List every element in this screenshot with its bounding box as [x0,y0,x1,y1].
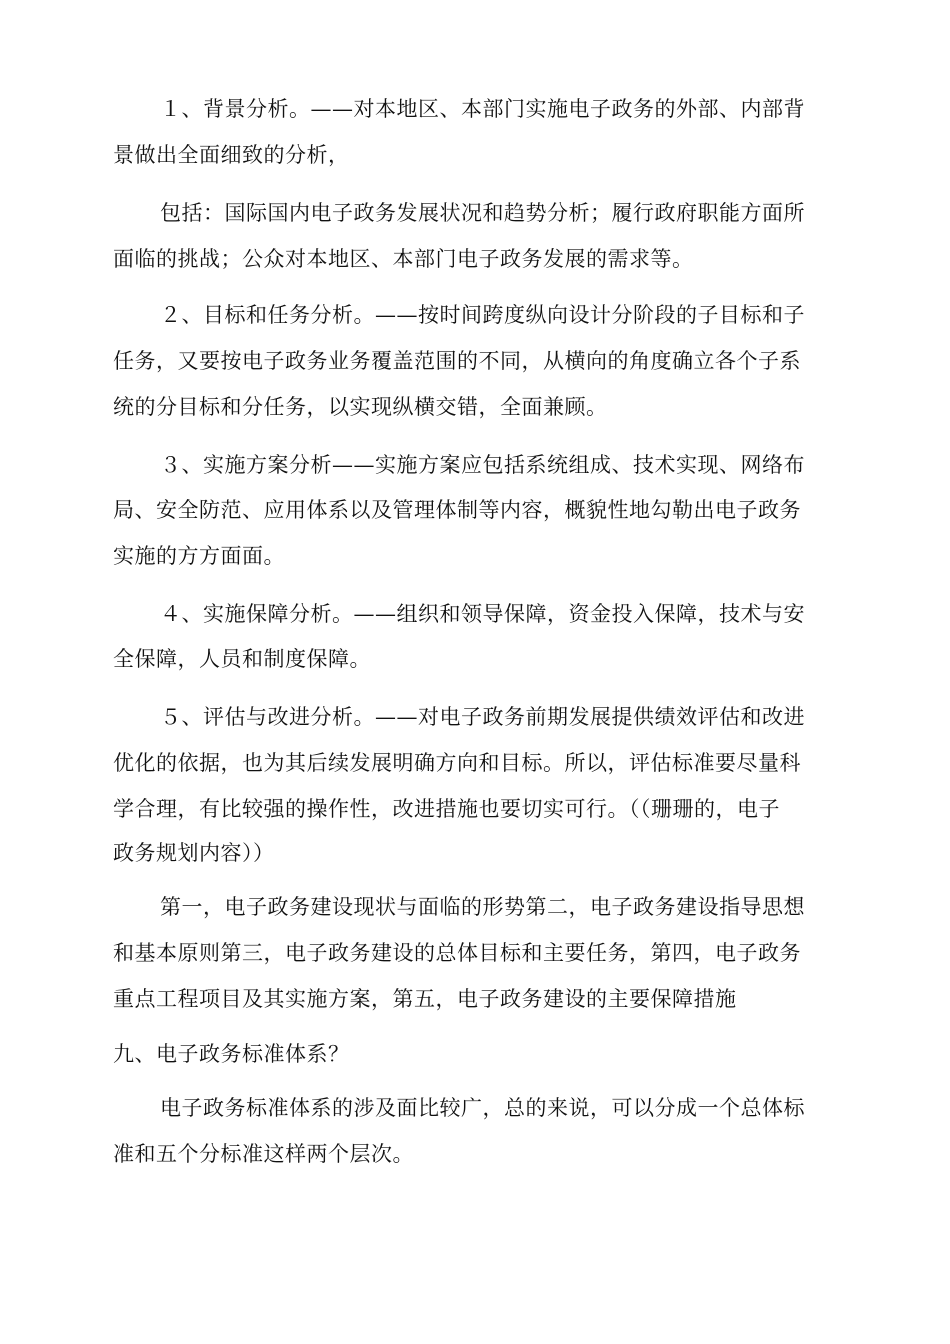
p8-line-1: 电子政务标准体系的涉及面比较广，总的来说，可以分成一个总体标 [160,1096,805,1120]
p3-line-1: ２、目标和任务分析。——按时间跨度纵向设计分阶段的子目标和子 [160,303,805,327]
p7-line-2: 和基本原则第三，电子政务建设的总体目标和主要任务，第四，电子政务 [113,941,801,965]
p1-line-1: １、背景分析。——对本地区、本部门实施电子政务的外部、内部背 [160,97,805,121]
p6-line-4: 政务规划内容）） [113,841,275,865]
p3-line-3: 统的分目标和分任务，以实现纵横交错，全面兼顾。 [113,395,608,419]
p3-line-2: 任务，又要按电子政务业务覆盖范围的不同，从横向的角度确立各个子系 [113,349,801,373]
section-heading-9: 九、电子政务标准体系？ [113,1042,350,1066]
p6-line-1: ５、评估与改进分析。——对电子政务前期发展提供绩效评估和改进 [160,705,805,729]
p6-line-3: 学合理，有比较强的操作性，改进措施也要切实可行。（（珊珊的，电子 [113,797,780,821]
p5-line-1: ４、实施保障分析。——组织和领导保障，资金投入保障，技术与安 [160,602,805,626]
p1-line-2: 景做出全面细致的分析， [113,143,350,167]
p4-line-1: ３、实施方案分析——实施方案应包括系统组成、技术实现、网络布 [160,453,805,477]
p8-line-2: 准和五个分标准这样两个层次。 [113,1142,414,1166]
p4-line-2: 局、安全防范、应用体系以及管理体制等内容，概貌性地勾勒出电子政务 [113,498,801,522]
p7-line-3: 重点工程项目及其实施方案，第五，电子政务建设的主要保障措施 [113,987,737,1011]
p6-line-2: 优化的依据，也为其后续发展明确方向和目标。所以，评估标准要尽量科 [113,751,801,775]
p7-line-1: 第一，电子政务建设现状与面临的形势第二，电子政务建设指导思想 [160,895,805,919]
p2-line-2: 面临的挑战；公众对本地区、本部门电子政务发展的需求等。 [113,247,694,271]
p2-line-1: 包括：国际国内电子政务发展状况和趋势分析；履行政府职能方面所 [160,201,805,225]
p4-line-3: 实施的方方面面。 [113,544,285,568]
p5-line-2: 全保障，人员和制度保障。 [113,647,371,671]
